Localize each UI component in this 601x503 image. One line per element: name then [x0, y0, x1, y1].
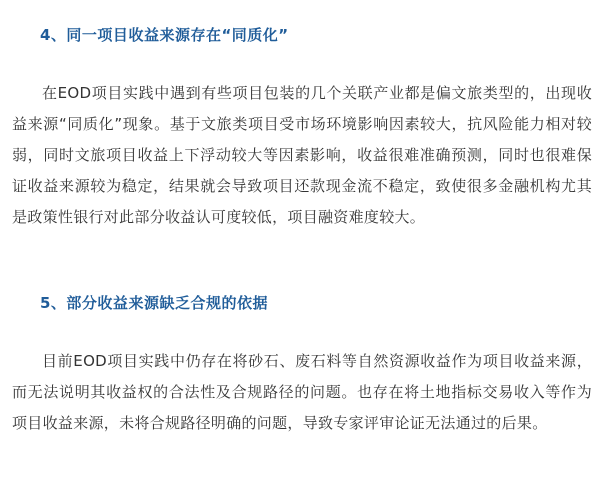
section-heading-4: 4、同一项目收益来源存在“同质化” [40, 26, 289, 44]
section-heading-5: 5、部分收益来源缺乏合规的依据 [40, 294, 268, 312]
section-paragraph-4: 在EOD项目实践中遇到有些项目包装的几个关联产业都是偏文旅类型的，出现收益来源“同质化”现象。基于文旅类项目受市场环境影响因素较大，抗风险能力相对较弱，同时文旅项目收益上下浮动较大等因素影响，收益很难准确预测，同时也很难保证收益来源较为稳定，结果就会导致项目还款现金流不稳定，致使很多金融机构尤其是政策性银行对此部分收益认可度较低，项目融资难度较大。 [12, 84, 592, 226]
section-paragraph-5: 目前EOD项目实践中仍存在将砂石、废石料等自然资源收益作为项目收益来源，而无法说明其收益权的合法性及合规路径的问题。也存在将土地指标交易收入等作为项目收益来源，未将合规路径明确的问题，导致专家评审论证无法通过的后果。 [12, 352, 592, 432]
